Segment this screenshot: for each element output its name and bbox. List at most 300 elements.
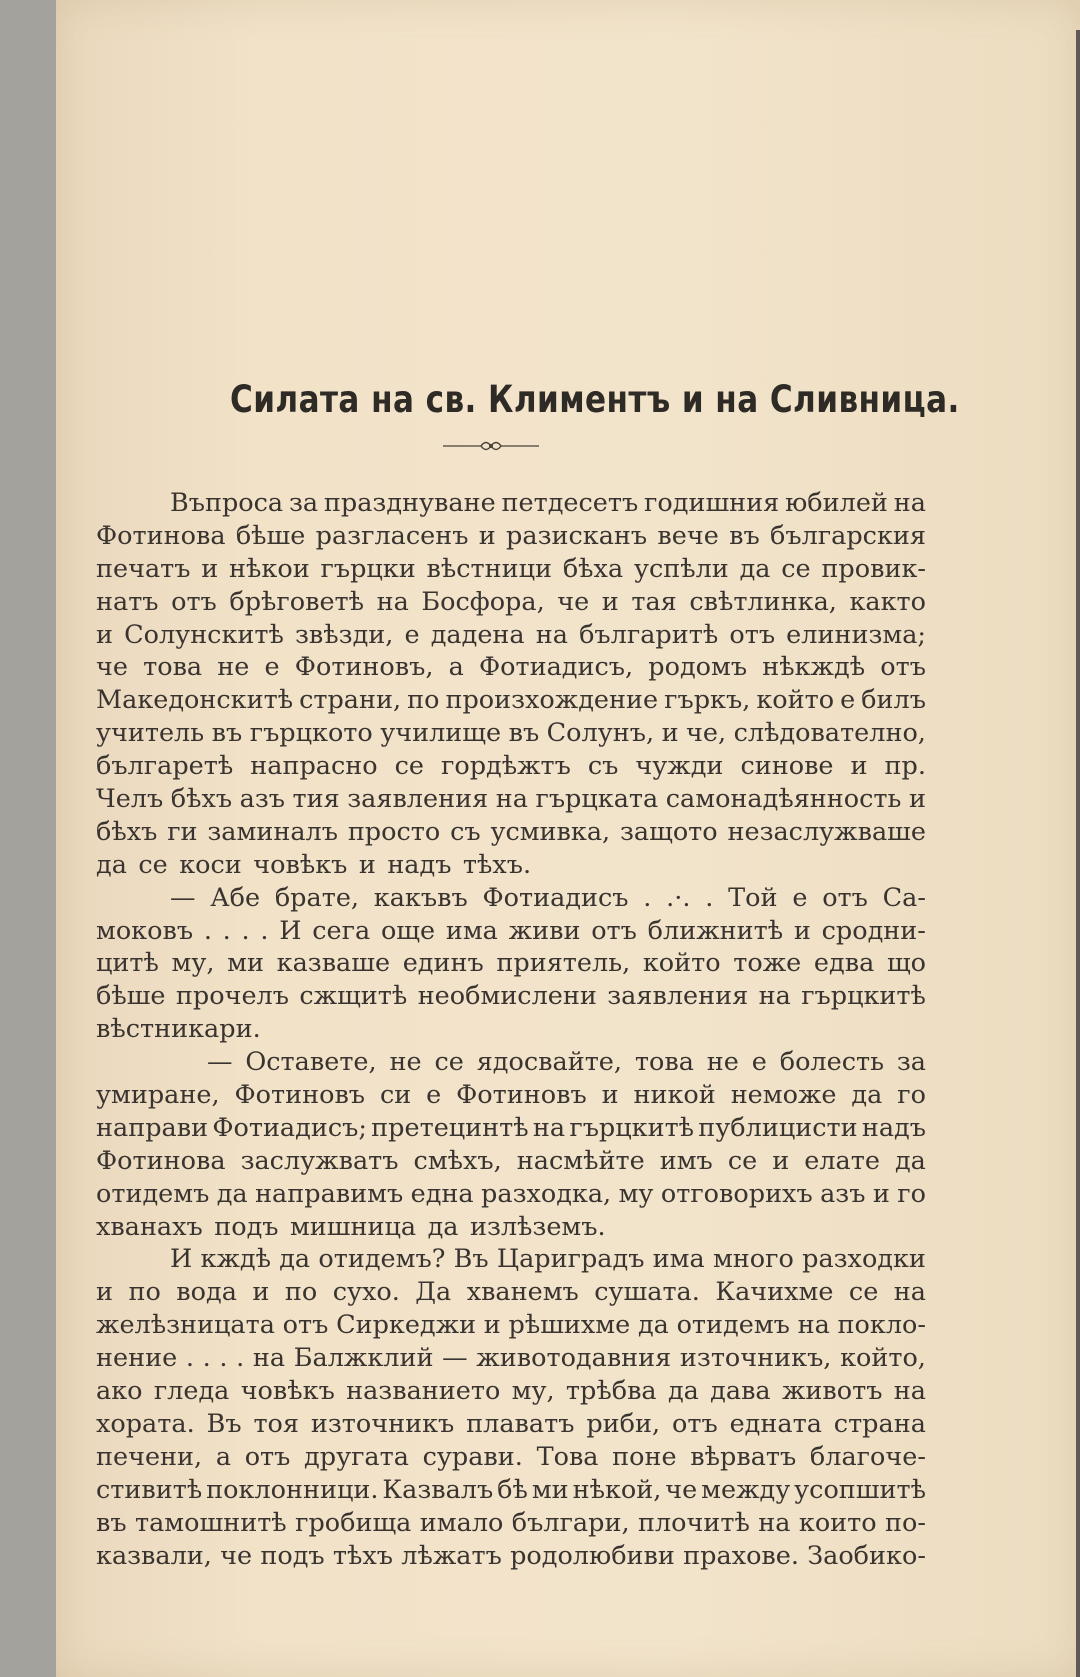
text-line	[96, 1178, 926, 1211]
word: сушата.	[594, 1277, 700, 1308]
word: усмивка,	[490, 816, 611, 847]
word: а	[215, 1441, 232, 1472]
word: дава	[710, 1376, 771, 1407]
text-line	[96, 1013, 926, 1046]
word: юбилей	[785, 488, 888, 518]
word: излѣземъ.	[469, 1211, 606, 1242]
word: който	[642, 948, 721, 979]
word: заявления	[607, 981, 749, 1012]
text-line	[96, 980, 926, 1013]
word: що	[886, 948, 926, 979]
word: на	[758, 1507, 791, 1538]
word: българитѣ	[579, 619, 719, 650]
word: си	[379, 1080, 412, 1111]
word: бѣше	[235, 520, 306, 551]
word: Той	[728, 882, 778, 913]
word: тоя	[253, 1408, 299, 1439]
text-line	[96, 717, 926, 750]
word: на	[893, 1376, 926, 1407]
word: го	[897, 1178, 926, 1209]
word: и	[201, 553, 219, 584]
word: кждѣ	[200, 1244, 271, 1275]
word: живи	[508, 915, 581, 946]
word: имъ	[659, 1145, 713, 1176]
word: който,	[840, 1343, 926, 1374]
word: една	[410, 1178, 474, 1209]
word: училище	[380, 718, 502, 749]
word: Челъ	[96, 784, 164, 815]
text-line	[96, 1243, 926, 1276]
word: че	[665, 1474, 698, 1505]
book-page	[56, 0, 1080, 1677]
word: и	[601, 1080, 619, 1111]
word: стивитѣ	[96, 1474, 203, 1505]
word: да	[851, 1080, 883, 1111]
word: му,	[511, 1376, 555, 1407]
word: сродни-	[821, 915, 926, 946]
text-line	[96, 553, 926, 586]
word: по	[407, 685, 440, 716]
word: Фотиновъ	[234, 1080, 366, 1111]
word: вѣстникари.	[96, 1014, 261, 1045]
word: между	[701, 1474, 791, 1505]
word: на	[893, 1277, 926, 1308]
word: поклонници.	[206, 1474, 379, 1505]
word: съ	[587, 751, 619, 782]
word: животодавния	[476, 1343, 672, 1374]
word: отидемъ?	[318, 1244, 446, 1275]
word: .·.	[666, 882, 691, 913]
word: риби,	[586, 1408, 661, 1439]
word: гърцкитѣ	[569, 1112, 695, 1143]
word: Солунъ,	[546, 718, 655, 749]
word: има	[652, 1244, 705, 1275]
word: и	[772, 1145, 790, 1176]
word: нѣкои	[229, 553, 310, 584]
word: .	[705, 882, 714, 913]
text-line	[96, 1375, 926, 1408]
word: лѣжатъ	[401, 1540, 502, 1571]
word: отъ	[672, 1408, 718, 1439]
word: слѣдователно,	[733, 718, 926, 749]
text-line	[96, 619, 926, 652]
word: ближнитѣ	[647, 915, 784, 946]
word: тамошнитѣ	[135, 1507, 287, 1538]
word: и	[793, 915, 811, 946]
text-line	[96, 586, 926, 619]
word: за	[288, 488, 319, 518]
word: желѣзницата	[96, 1310, 275, 1341]
word: това	[143, 652, 203, 683]
word: Сиркеджи	[336, 1310, 477, 1341]
word: вѣрватъ	[690, 1441, 797, 1472]
word: отидемъ	[96, 1178, 210, 1209]
word: ги	[167, 816, 198, 847]
word: бѣхъ	[96, 816, 158, 847]
word: отъ	[591, 915, 637, 946]
word: хванемъ	[466, 1277, 579, 1308]
text-line	[96, 1145, 926, 1178]
word: сухо.	[332, 1277, 400, 1308]
word: отъ	[822, 882, 868, 913]
word: Оставете,	[245, 1047, 377, 1078]
word: ми	[227, 948, 264, 979]
text-line	[96, 1112, 926, 1145]
word: годишния	[644, 488, 780, 518]
word: .	[203, 915, 212, 946]
word: —	[207, 1047, 233, 1078]
word: казваше	[276, 948, 391, 979]
text-line	[96, 1474, 926, 1507]
text-line	[96, 1408, 926, 1441]
word: за	[896, 1047, 926, 1078]
word: .	[202, 1343, 211, 1374]
word: въ	[211, 718, 243, 749]
word: ми	[531, 1474, 569, 1505]
word: .	[236, 1343, 245, 1374]
text-line	[96, 1079, 926, 1112]
word: отъ	[880, 652, 926, 683]
word: отъ	[244, 1441, 291, 1472]
word: на	[495, 784, 528, 815]
word: който	[756, 685, 835, 716]
word: цитѣ	[96, 948, 159, 979]
word: мишница	[289, 1211, 417, 1242]
word: печени,	[96, 1441, 203, 1472]
word: Фотиадисъ;	[212, 1112, 367, 1143]
word: тая	[631, 586, 677, 617]
word: подъ	[214, 1211, 279, 1242]
word: рѣшихме	[508, 1310, 631, 1341]
word: тия	[292, 784, 340, 815]
word: му,	[171, 948, 215, 979]
word: .	[241, 915, 250, 946]
word: на	[758, 981, 791, 1012]
ornamental-divider-icon	[441, 436, 541, 456]
word: източникъ,	[679, 1343, 832, 1374]
word: и	[96, 1277, 113, 1308]
word: българския	[770, 520, 926, 551]
word: гробища	[295, 1507, 412, 1538]
word: провик-	[821, 553, 926, 584]
word: отъ	[282, 1310, 329, 1341]
word: че,	[686, 718, 727, 749]
word: направи	[96, 1112, 209, 1143]
word: неможе	[730, 1080, 837, 1111]
word: отъ	[729, 619, 776, 650]
text-line	[96, 816, 926, 849]
word: другата	[304, 1441, 409, 1472]
word: се	[848, 1277, 879, 1308]
word: имало	[419, 1507, 504, 1538]
word: азъ	[820, 1178, 866, 1209]
word: подъ	[260, 1540, 325, 1571]
text-line	[96, 684, 926, 717]
word: на	[535, 619, 568, 650]
text-line	[96, 1211, 926, 1244]
word: И	[170, 1244, 193, 1275]
word: го	[897, 1080, 926, 1111]
word: гърцки	[320, 553, 416, 584]
word: по	[284, 1277, 318, 1308]
word: страна	[833, 1408, 926, 1439]
word: е	[840, 685, 856, 716]
word: произхождение	[445, 685, 659, 716]
text-line	[96, 487, 926, 520]
word: на	[252, 1343, 286, 1374]
word: въ	[96, 1507, 127, 1538]
text-line	[96, 915, 926, 948]
word: съ	[450, 816, 481, 847]
word: едва	[813, 948, 875, 979]
word: е	[404, 619, 420, 650]
word: на	[893, 488, 926, 518]
word: Са-	[882, 882, 926, 913]
word: Заобико-	[807, 1540, 926, 1571]
word: както	[849, 586, 926, 617]
word: Да	[415, 1277, 452, 1308]
word: .	[185, 1343, 194, 1374]
word: разисканъ	[506, 520, 648, 551]
word: Фотиадисъ,	[478, 652, 634, 683]
word: трѣбва	[565, 1376, 657, 1407]
word: чужди	[635, 751, 724, 782]
word: —	[442, 1343, 468, 1374]
word: разходка,	[481, 1178, 612, 1209]
word: е	[426, 1080, 442, 1111]
word: брѣговетѣ	[229, 586, 365, 617]
word: човѣкъ	[240, 1376, 335, 1407]
word: просто	[347, 816, 441, 847]
word: на	[532, 1112, 566, 1143]
word: плочитѣ	[637, 1507, 750, 1538]
word: Фотиновъ	[456, 1080, 587, 1111]
word: и	[908, 784, 926, 815]
word: какъвъ	[373, 882, 468, 913]
word: отидемъ	[676, 1310, 790, 1341]
word: човѣкъ	[253, 849, 348, 880]
word: бѣше	[96, 981, 166, 1012]
word: въ	[508, 718, 540, 749]
word: нение	[96, 1343, 178, 1374]
word: брате,	[274, 882, 360, 913]
word: отъ	[171, 586, 217, 617]
word: поне	[612, 1441, 677, 1472]
word: тоже	[733, 948, 802, 979]
word: единъ	[402, 948, 484, 979]
word: това	[634, 1047, 694, 1078]
word: благоче-	[809, 1441, 926, 1472]
word: Фотинова	[96, 520, 226, 551]
word: прахове.	[683, 1540, 799, 1571]
text-line	[96, 1046, 926, 1079]
text-line	[96, 783, 926, 816]
word: билъ	[861, 685, 926, 716]
word: сурави.	[422, 1441, 523, 1472]
word: нѣкждѣ	[762, 652, 866, 683]
word: бѣ	[497, 1474, 528, 1505]
word: въ	[729, 520, 760, 551]
word: и	[478, 520, 496, 551]
word: Казвалъ	[382, 1474, 494, 1505]
text-line	[96, 1276, 926, 1309]
word: да	[279, 1244, 311, 1275]
word: .	[643, 882, 652, 913]
word: незаслужваше	[727, 816, 926, 847]
word: да	[427, 1211, 459, 1242]
word: се	[434, 1047, 464, 1078]
word: Качихме	[715, 1277, 834, 1308]
word: да	[96, 849, 127, 880]
word: хванахъ	[96, 1211, 203, 1242]
text-line	[96, 520, 926, 553]
word: моковъ	[96, 915, 194, 946]
page-title: Силата на св. Климентъ и на Сливница.	[230, 378, 960, 421]
word: и	[601, 586, 619, 617]
text-line	[96, 1342, 926, 1375]
word: звѣзди,	[295, 619, 394, 650]
word: се	[394, 751, 424, 782]
word: не	[217, 652, 250, 683]
article-body	[96, 487, 926, 1572]
word: .	[219, 1343, 228, 1374]
word: не	[389, 1047, 422, 1078]
text-line	[96, 849, 926, 882]
word: тѣхъ.	[462, 849, 532, 880]
word: заявления	[347, 784, 489, 815]
word: нѣкой,	[572, 1474, 662, 1505]
text-line	[96, 651, 926, 684]
word: И	[279, 915, 302, 946]
word: е	[751, 1047, 767, 1078]
word: Цариградъ	[496, 1244, 645, 1275]
word: има	[445, 915, 498, 946]
word: и	[358, 849, 376, 880]
text-line	[96, 1309, 926, 1342]
word: не	[706, 1047, 739, 1078]
word: е	[792, 882, 808, 913]
word: надъ	[387, 849, 452, 880]
word: вѣстници	[426, 553, 553, 584]
word: свѣтлинка,	[689, 586, 837, 617]
word: вода	[176, 1277, 237, 1308]
word: вече	[657, 520, 719, 551]
word: пр.	[884, 751, 926, 782]
word: никой	[633, 1080, 716, 1111]
word: ако	[96, 1376, 143, 1407]
word: бѣха	[562, 553, 624, 584]
word: заслужватъ	[240, 1145, 399, 1176]
word: Въ	[453, 1244, 489, 1275]
word: синове	[740, 751, 834, 782]
word: гърцкото	[249, 718, 373, 749]
word: разходки	[802, 1244, 926, 1275]
word: гърцкитѣ	[801, 981, 926, 1012]
word: да	[216, 1178, 248, 1209]
word: заминалъ	[207, 816, 338, 847]
word: на	[797, 1310, 830, 1341]
word: названието	[346, 1376, 501, 1407]
word: и	[661, 718, 679, 749]
word: направимъ	[255, 1178, 404, 1209]
word: гледа	[153, 1376, 230, 1407]
word: че	[557, 586, 590, 617]
text-line	[96, 1441, 926, 1474]
text-line	[96, 882, 926, 915]
word: дадена	[430, 619, 525, 650]
word: и	[850, 751, 868, 782]
text-line	[96, 750, 926, 783]
word: смѣхъ,	[413, 1145, 502, 1176]
word: едната	[729, 1408, 822, 1439]
word: напрасно	[250, 751, 378, 782]
word: още	[380, 915, 436, 946]
word: разгласенъ	[315, 520, 469, 551]
word: страни,	[299, 685, 402, 716]
word: казвали,	[96, 1540, 212, 1571]
word: и	[96, 619, 113, 650]
word: успѣли	[633, 553, 729, 584]
word: че	[220, 1540, 253, 1571]
word: публицисти	[698, 1112, 858, 1143]
text-line	[96, 1540, 926, 1573]
word: умиране,	[96, 1080, 220, 1111]
word: а	[448, 652, 464, 683]
word: и	[872, 1178, 890, 1209]
text-line	[96, 1507, 926, 1540]
word: плаватъ	[466, 1408, 575, 1439]
word: е	[264, 652, 280, 683]
word: на	[376, 586, 409, 617]
word: петдесетъ	[501, 488, 639, 518]
word: да	[637, 1310, 669, 1341]
word: Балжклий	[293, 1343, 434, 1374]
word: се	[727, 1145, 758, 1176]
word: че	[96, 652, 128, 683]
word: да	[894, 1145, 926, 1176]
word: необмислени	[417, 981, 597, 1012]
word: животъ	[781, 1376, 883, 1407]
word: бѣхъ	[170, 784, 233, 815]
word: българи,	[511, 1507, 630, 1538]
word: и	[483, 1310, 501, 1341]
word: тѣхъ	[332, 1540, 393, 1571]
word: насмѣйте	[516, 1145, 645, 1176]
word: Босфора,	[421, 586, 545, 617]
word: да	[667, 1376, 699, 1407]
word: покло-	[837, 1310, 926, 1341]
text-line	[96, 947, 926, 980]
word: много	[712, 1244, 794, 1275]
word: Въпроса	[170, 488, 284, 518]
word: претецинтѣ	[371, 1112, 529, 1143]
word: гърцката	[535, 784, 659, 815]
word: ядосвайте,	[476, 1047, 622, 1078]
word: сжщитѣ	[299, 981, 408, 1012]
word: родолюбиви	[510, 1540, 675, 1571]
word: .	[260, 915, 269, 946]
word: Фотиадисъ	[482, 882, 629, 913]
word: усопшитѣ	[794, 1474, 926, 1505]
word: сега	[312, 915, 371, 946]
word: .	[222, 915, 231, 946]
word: и	[252, 1277, 270, 1308]
page-edge	[1076, 30, 1080, 1677]
word: да	[739, 553, 771, 584]
word: —	[170, 882, 196, 913]
word: елинизма;	[786, 619, 926, 650]
word: източникъ	[310, 1408, 455, 1439]
